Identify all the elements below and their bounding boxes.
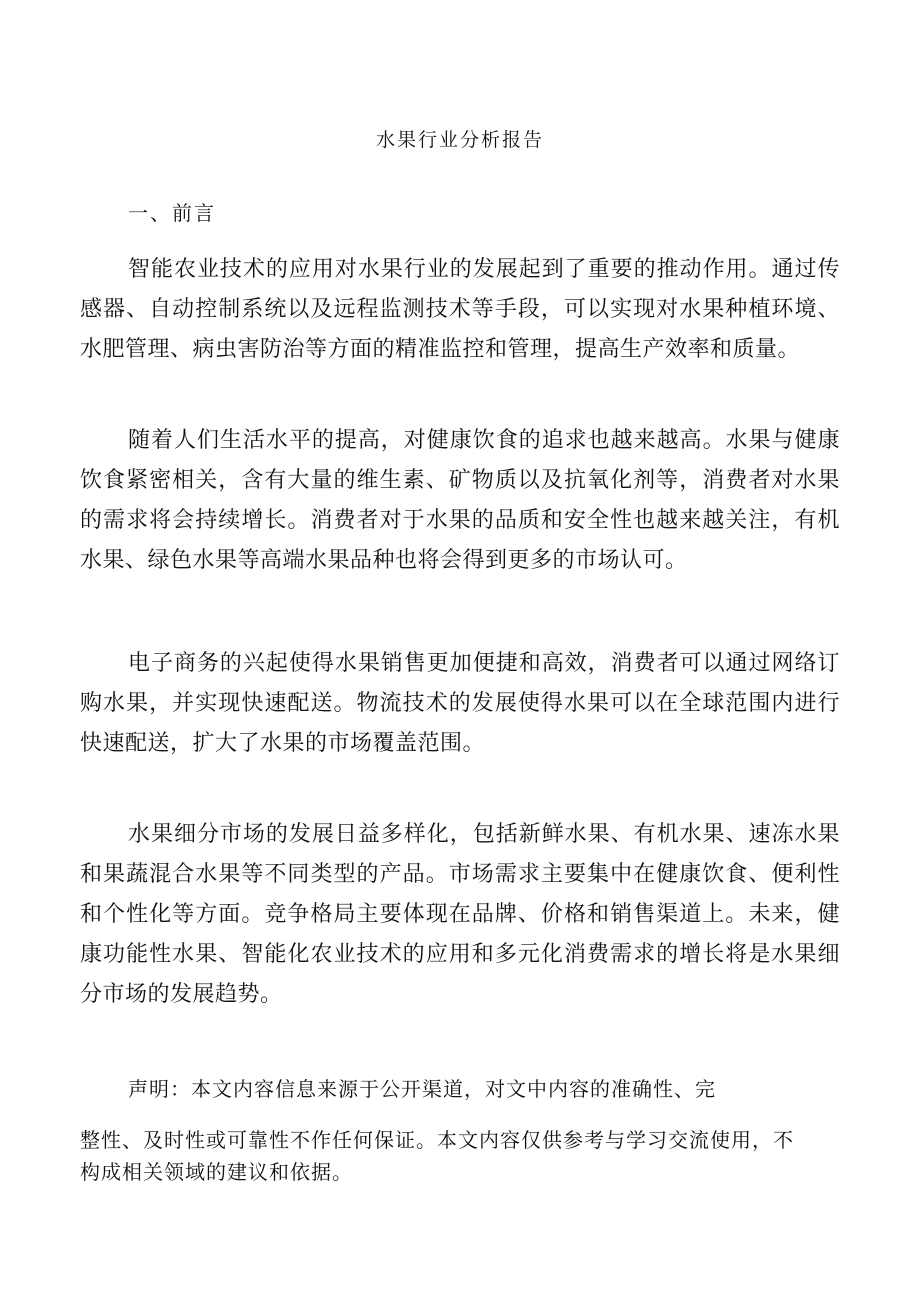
paragraph-market-segments: 水果细分市场的发展日益多样化，包括新鲜水果、有机水果、速冻水果和果蔬混合水果等不同类型的产品。市场需求主要集中在健康饮食、便利性和个性化等方面。竞争格局主要体现在品牌、价格和销售渠道上。未来，健康功能性水果、智能化农业技术的应用和多元化消费需求的增长将是水果细分市场的发展趋势。 xyxy=(80,822,840,1007)
document-title: 水果行业分析报告 xyxy=(375,129,544,151)
disclaimer-line-1: 声明：本文内容信息来源于公开渠道，对文中内容的准确性、完 xyxy=(128,1077,716,1101)
paragraph-ecommerce: 电子商务的兴起使得水果销售更加便捷和高效，消费者可以通过网络订购水果，并实现快速配送。物流技术的发展使得水果可以在全球范围内进行快速配送，扩大了水果的市场覆盖范围。 xyxy=(80,651,840,756)
paragraph-health-demand: 随着人们生活水平的提高，对健康饮食的追求也越来越高。水果与健康饮食紧密相关，含有大量的维生素、矿物质以及抗氧化剂等，消费者对水果的需求将会持续增长。消费者对于水果的品质和安全性也越来越关注，有机水果、绿色水果等高端水果品种也将会得到更多的市场认可。 xyxy=(80,428,840,573)
disclaimer-line-2: 整性、及时性或可靠性不作任何保证。本文内容仅供参考与学习交流使用，不构成相关领域的建议和依据。 xyxy=(80,1128,794,1184)
paragraph-smart-agriculture: 智能农业技术的应用对水果行业的发展起到了重要的推动作用。通过传感器、自动控制系统以及远程监测技术等手段，可以实现对水果种植环境、水肥管理、病虫害防治等方面的精准监控和管理，提高生产效率和质量。 xyxy=(80,257,840,362)
section-heading: 一、前言 xyxy=(128,201,216,225)
